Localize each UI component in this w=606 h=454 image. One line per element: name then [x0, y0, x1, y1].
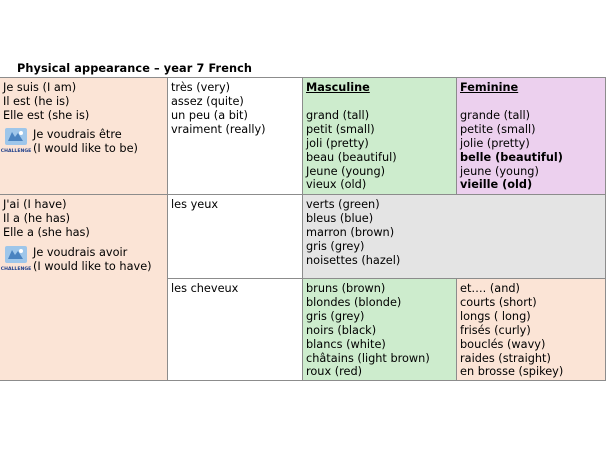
list-item: vieille (old): [460, 178, 533, 192]
list-item: belle (beautiful): [460, 150, 563, 164]
table-row: [0, 78, 606, 195]
list-item: marron (brown): [306, 225, 395, 239]
list-item: assez (quite): [171, 94, 244, 108]
list-item: très (very): [171, 81, 231, 94]
list-item: beau (beautiful): [306, 150, 397, 164]
list-item: bleus (blue): [306, 211, 374, 225]
masculine-header: Masculine: [306, 81, 370, 94]
list-item: Elle est (she is): [3, 108, 90, 122]
hair-colours-cell: [303, 279, 457, 381]
list-item: bouclés (wavy): [460, 337, 546, 351]
list-item: Il a (he has): [3, 211, 71, 225]
list-item: raides (straight): [460, 351, 551, 365]
challenge-badge-icon: [0, 128, 32, 154]
hair-label-cell: [168, 279, 303, 381]
masculine-cell: [303, 78, 457, 195]
list-item: châtains (light brown): [306, 351, 430, 365]
list-item: J'ai (I have): [3, 198, 67, 211]
eyes-label: les yeux: [171, 198, 219, 211]
verb-etre-cell: [0, 78, 168, 195]
list-item: petit (small): [306, 122, 375, 136]
vocab-table: [0, 77, 606, 381]
intensifiers-cell: [168, 78, 303, 195]
list-item: frisés (curly): [460, 323, 531, 337]
list-item: courts (short): [460, 295, 537, 309]
list-item: noisettes (hazel): [306, 253, 401, 267]
challenge-block: [0, 127, 164, 156]
list-item: vraiment (really): [171, 122, 266, 136]
list-item: gris (grey): [306, 239, 365, 253]
list-item: Il est (he is): [3, 94, 70, 108]
list-item: gris (grey): [306, 309, 365, 323]
eyes-label-cell: [168, 195, 303, 279]
hair-styles-cell: [457, 279, 606, 381]
svg-text:CHALLENGE: CHALLENGE: [0, 266, 32, 272]
list-item: petite (small): [460, 122, 536, 136]
challenge-badge-icon: [0, 246, 32, 272]
list-item: Elle a (she has): [3, 225, 90, 239]
challenge-block: [0, 245, 164, 274]
table-row: [0, 195, 606, 279]
list-item: grand (tall): [306, 108, 370, 122]
list-item: jeune (young): [460, 164, 539, 178]
challenge-text: Je voudrais être (I would like to be): [33, 127, 138, 155]
list-item: verts (green): [306, 198, 380, 211]
svg-text:CHALLENGE: CHALLENGE: [0, 148, 32, 154]
list-item: longs ( long): [460, 309, 531, 323]
list-item: joli (pretty): [306, 136, 369, 150]
hair-label: les cheveux: [171, 282, 239, 295]
verb-avoir-cell: [0, 195, 168, 381]
feminine-header: Feminine: [460, 81, 519, 94]
page-title: Physical appearance – year 7 French: [17, 62, 253, 75]
list-item: noirs (black): [306, 323, 377, 337]
list-item: vieux (old): [306, 178, 367, 192]
list-item: grande (tall): [460, 108, 531, 122]
list-item: Je suis (I am): [3, 81, 77, 94]
challenge-text: Je voudrais avoir (I would like to have): [33, 245, 152, 273]
list-item: blancs (white): [306, 337, 386, 351]
list-item: jolie (pretty): [460, 136, 530, 150]
list-item: en brosse (spikey): [460, 365, 564, 379]
eye-colours-cell: [303, 195, 606, 279]
list-item: un peu (a bit): [171, 108, 248, 122]
list-item: blondes (blonde): [306, 295, 402, 309]
list-item: bruns (brown): [306, 282, 386, 295]
list-item: Jeune (young): [306, 164, 386, 178]
list-item: roux (red): [306, 365, 363, 379]
feminine-cell: [457, 78, 606, 195]
list-item: et…. (and): [460, 282, 520, 295]
